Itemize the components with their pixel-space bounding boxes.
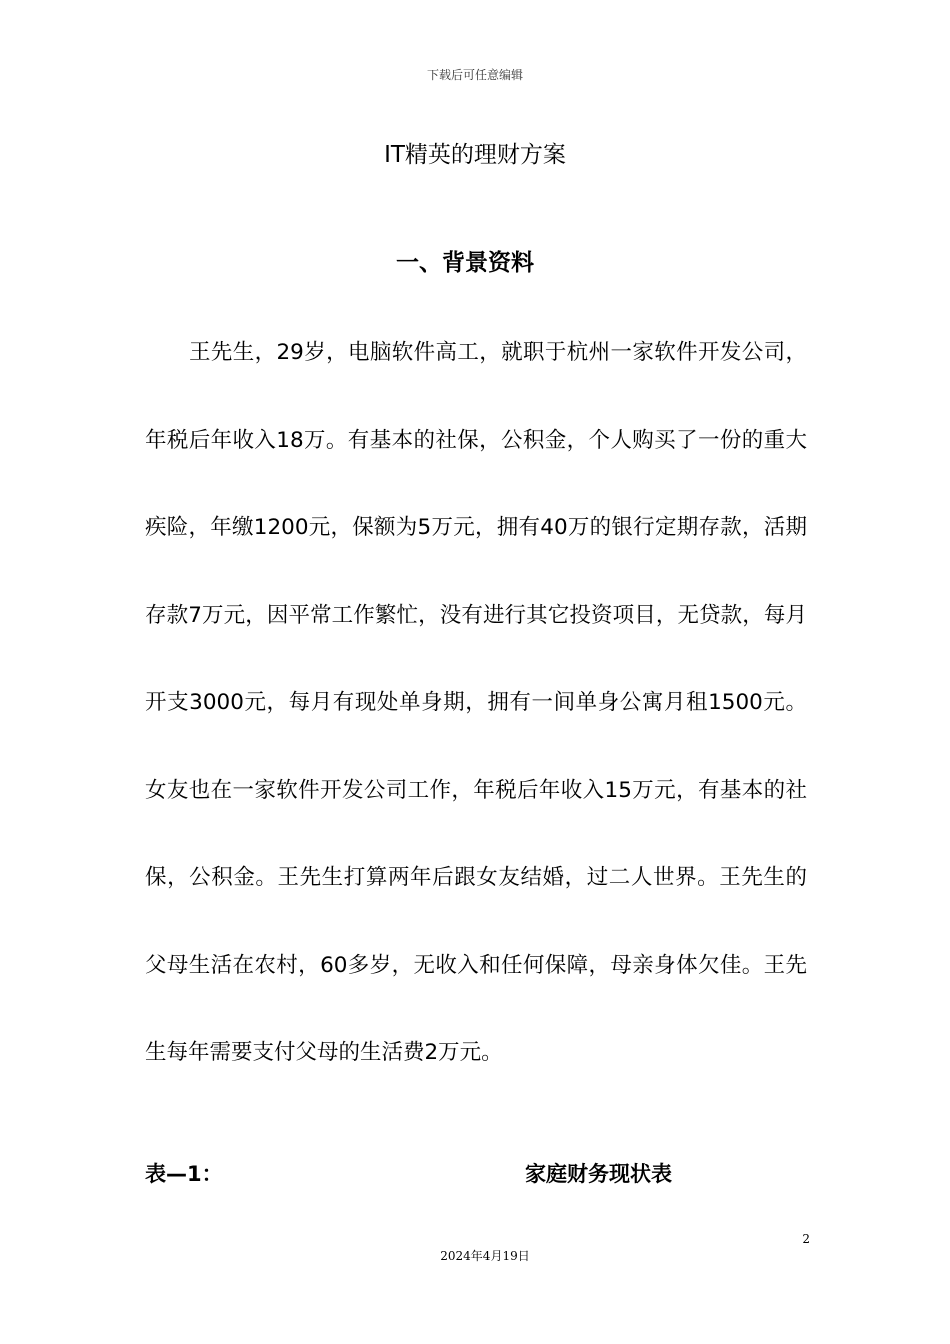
page-number: 2: [802, 1232, 810, 1246]
table-caption-label: 表—1：: [145, 1162, 223, 1186]
table-caption-name: 家庭财务现状表: [525, 1162, 672, 1186]
page-header: 下载后可任意编辑: [426, 68, 523, 82]
table-caption: [145, 1158, 807, 1188]
footer-date: 2024年4月19日: [440, 1249, 530, 1263]
background-paragraph: 王先生，29岁，电脑软件高工，就职于杭州一家软件开发公司，年税后年收入18万。有基本的社保，公积金，个人购买了一份的重大疾险，年缴1200元，保额为5万元，拥有40万的银行定期存款，活期存款7万元，因平常工作繁忙，没有进行其它投资项目，无贷款，每月开支3000元，每月有现处单身期，拥有一间单身公寓月租1500元。女友也在一家软件开发公司工作，年税后年收入15万元，有基本的社保，公积金。王先生打算两年后跟女友结婚，过二人世界。王先生的父母生活在农村，60多岁，无收入和任何保障，母亲身体欠佳。王先生每年需要支付父母的生活费2万元。: [145, 340, 807, 1065]
section-heading: 一、背景资料: [396, 250, 534, 276]
document-title: IT精英的理财方案: [384, 142, 566, 168]
